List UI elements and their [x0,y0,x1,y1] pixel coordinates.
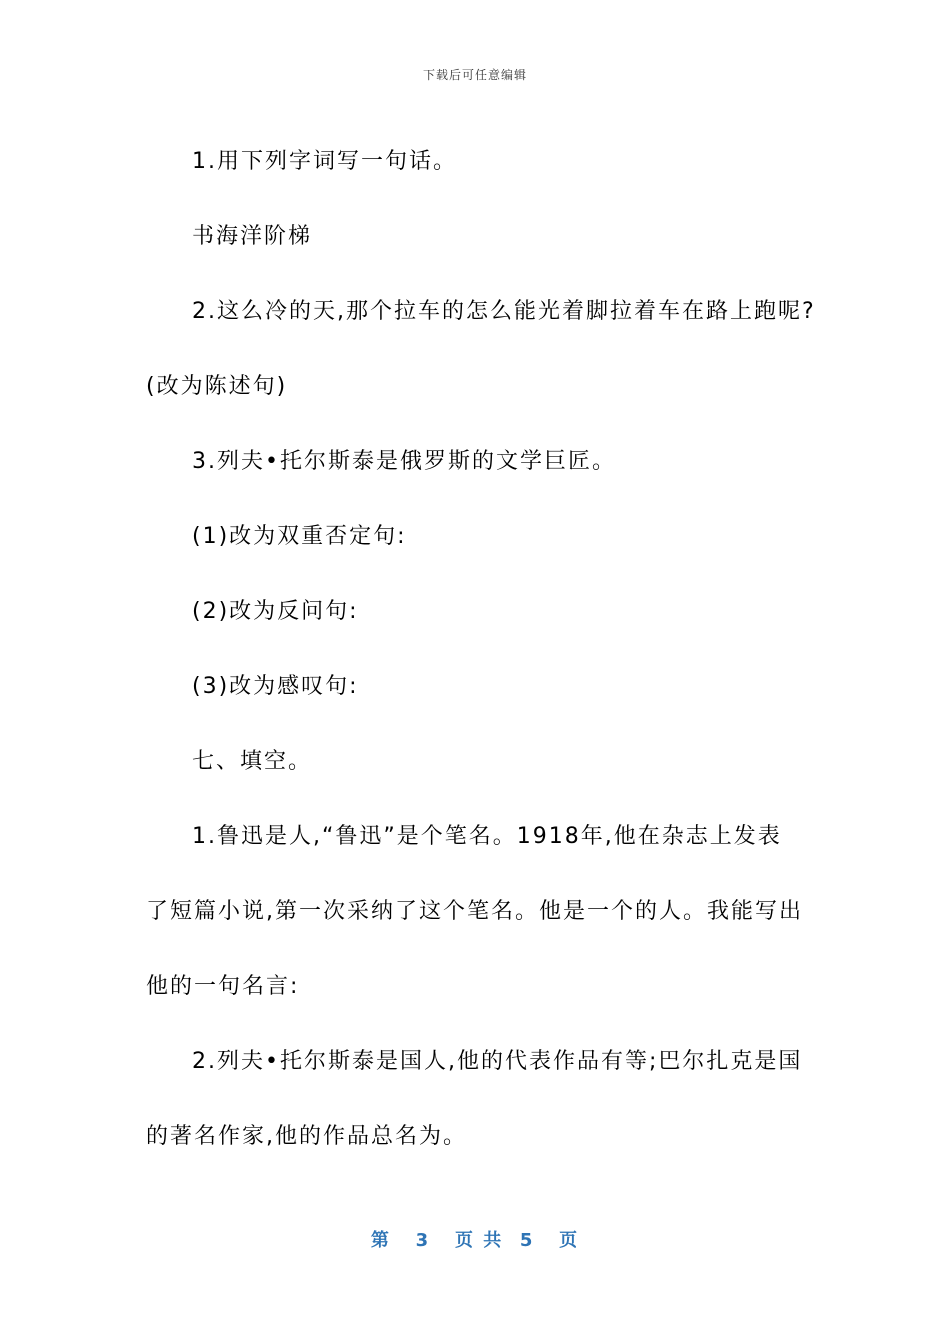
question-line: 2.这么冷的天,那个拉车的怎么能光着脚拉着车在路上跑呢? [192,299,816,324]
question-line: 1.用下列字词写一句话。 [192,149,457,174]
question-line: 了短篇小说,第一次采纳了这个笔名。他是一个的人。我能写出 [146,899,803,924]
footer-label-pages: 页 [559,1230,580,1251]
question-line: 3.列夫•托尔斯泰是俄罗斯的文学巨匠。 [192,449,616,474]
question-line: 2.列夫•托尔斯泰是国人,他的代表作品有等;巴尔扎克是国 [192,1049,803,1074]
footer-total-pages: 5 [519,1230,535,1251]
section-heading: 七、填空。 [192,749,313,774]
question-line: 1.鲁迅是人,“鲁迅”是个笔名。1918年,他在杂志上发表 [192,824,782,849]
header-note: 下载后可任意编辑 [422,68,527,82]
page-footer [0,1226,950,1252]
question-line: (改为陈述句) [146,374,288,399]
question-line: (3)改为感叹句: [192,674,359,699]
question-line: 的著名作家,他的作品总名为。 [146,1124,467,1149]
question-line: 书海洋阶梯 [192,224,313,249]
document-body [146,124,816,1174]
footer-label-page: 第 [370,1230,391,1251]
question-line: (2)改为反问句: [192,599,359,624]
question-line: 他的一句名言: [146,974,300,999]
footer-current-page: 3 [415,1230,431,1251]
question-line: (1)改为双重否定句: [192,524,407,549]
footer-label-of: 页 共 [454,1230,504,1251]
